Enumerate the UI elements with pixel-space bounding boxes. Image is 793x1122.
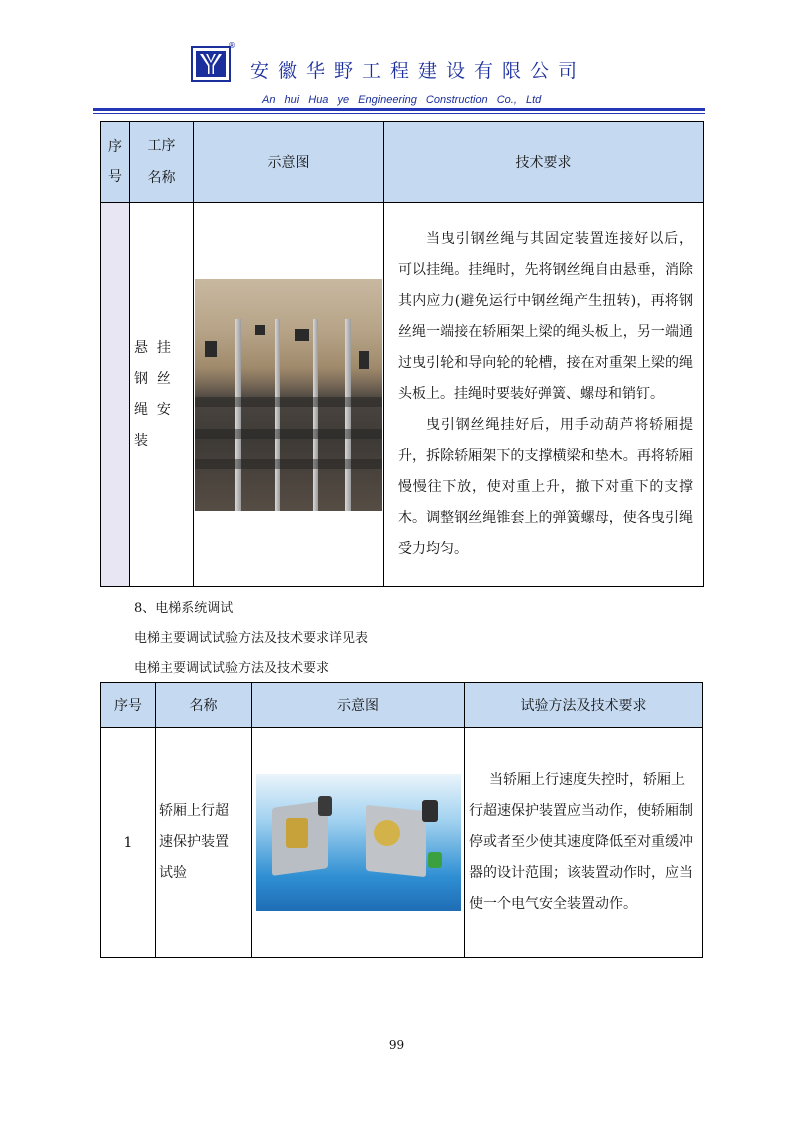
company-logo	[191, 41, 236, 84]
overspeed-protection-device-photo	[256, 774, 461, 911]
page-number: 99	[388, 1038, 405, 1052]
header-seq-line2: 号	[108, 169, 122, 185]
installation-table-header	[101, 122, 704, 203]
company-name-en: An hui Hua ye Engineering Construction Co., Ltd	[262, 94, 542, 106]
seq-cell	[101, 203, 130, 587]
header-seq	[101, 122, 130, 203]
process-name-cell	[130, 203, 194, 587]
commissioning-table	[100, 682, 703, 958]
header-process	[130, 122, 194, 203]
test-name-line: 轿厢上行超	[159, 803, 229, 819]
table-row	[101, 203, 704, 587]
table-caption: 电梯主要调试试验方法及技术要求	[134, 661, 330, 676]
tech-paragraph-1: 当曳引钢丝绳与其固定装置连接好以后， 可以挂绳。挂绳时，先将钢丝绳自由悬垂，消除其内应力(避免运行中钢丝绳产生扭转)，再将钢丝绳一端接在轿厢架上梁的绳头板上，另一端通过曳引轮和导向轮的轮槽，接在对重架上梁的绳头板上。挂绳时要装好弹簧、螺母和销钉。	[398, 231, 693, 402]
header-tech: 技术要求	[384, 122, 704, 203]
header-name: 名称	[156, 683, 252, 728]
process-name-line: 装	[134, 432, 148, 449]
method-paragraph: 当轿厢上行速度失控时，轿厢上行超速保护装置应当动作，使轿厢制停或者至少使其速度降低至对重缓冲器的设计范围；该装置动作时，应当使一个电气安全装置动作。	[469, 772, 693, 912]
header-seq: 序号	[101, 683, 156, 728]
header-process-line2: 名称	[147, 170, 176, 186]
header-rule-thin	[93, 113, 705, 114]
section-heading: 8、电梯系统调试	[134, 601, 234, 616]
header-diagram: 示意图	[252, 683, 465, 728]
diagram-cell	[194, 203, 384, 587]
method-cell	[465, 728, 703, 958]
header-process-line1: 工序	[147, 138, 176, 154]
commissioning-table-header	[101, 683, 703, 728]
process-name-line: 绳 安	[134, 401, 171, 418]
wire-rope-installation-photo	[195, 279, 382, 511]
header-seq-line1: 序	[108, 139, 122, 155]
diagram-cell	[252, 728, 465, 958]
section-line-1: 电梯主要调试试验方法及技术要求详见表	[134, 631, 369, 646]
tech-paragraph-2: 曳引钢丝绳挂好后，用手动葫芦将轿厢提升，拆除轿厢架下的支撑横梁和垫木。再将轿厢慢慢往下放，使对重上升，撤下对重下的支撑木。调整钢丝绳锥套上的弹簧螺母，使各曳引绳受力均匀。	[398, 417, 693, 557]
process-name-line: 悬 挂	[134, 339, 171, 356]
process-name-line: 钢 丝	[134, 370, 171, 387]
test-name-line: 速保护装置	[159, 834, 229, 850]
test-name-cell	[156, 728, 252, 958]
header-rule	[93, 108, 705, 111]
header-method: 试验方法及技术要求	[465, 683, 703, 728]
seq-cell: 1	[101, 728, 156, 958]
registered-mark: ®	[228, 41, 236, 50]
company-name-cn: 安徽华野工程建设有限公司	[250, 60, 587, 82]
tech-requirements-cell	[384, 203, 704, 587]
header-diagram: 示意图	[194, 122, 384, 203]
installation-table	[100, 121, 704, 587]
table-row	[101, 728, 703, 958]
test-name-line: 试验	[159, 865, 187, 881]
